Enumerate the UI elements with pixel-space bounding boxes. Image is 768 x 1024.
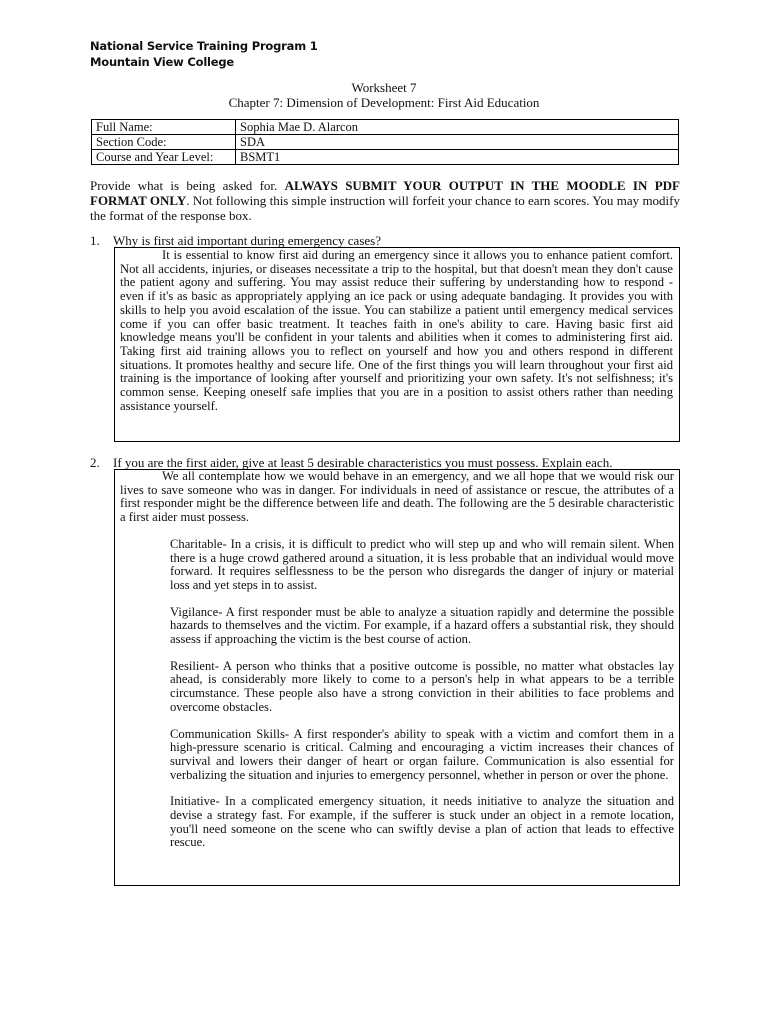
question-text: Why is first aid important during emergency cases? [113, 233, 381, 248]
instructions-rest: . Not following this simple instruction will forfeit your chance to earn scores. You may modify the format of the response box. [90, 193, 681, 223]
program-name: National Service Training Program 1 [90, 39, 318, 53]
course-year-label: Course and Year Level: [92, 150, 236, 165]
characteristic-charitable: Charitable- In a crisis, it is difficult to predict who will step up and who will remain silent. When there is a huge crowd gathered around a situation, it is less probable that an individual would move forward. It requires selflessness to be the person who disregards the danger of injury or material loss and yet steps in to assist. [170, 536, 674, 592]
question-text: If you are the first aider, give at least 5 desirable characteristics you must possess. Explain each. [113, 455, 613, 470]
instructions-lead: Provide what is being asked for. [90, 178, 285, 193]
document-header [90, 38, 318, 70]
answer-box-1 [114, 247, 680, 442]
question-2 [90, 455, 612, 470]
question-1 [90, 233, 381, 248]
student-info-table [91, 119, 679, 165]
table-row [92, 150, 679, 165]
characteristic-initiative: Initiative- In a complicated emergency situation, it needs initiative to analyze the situation and devise a strategy fast. For example, if the sufferer is stuck under an object in a remote location, you'll need someone on the scene who can swiftly devise a plan of action that leads to effective rescue. [170, 794, 674, 850]
section-code-value: SDA [236, 135, 679, 150]
section-code-label: Section Code: [92, 135, 236, 150]
school-name: Mountain View College [90, 55, 235, 69]
worksheet-title: Worksheet 7 [351, 80, 417, 95]
instructions [90, 178, 680, 223]
course-year-value: BSMT1 [236, 150, 679, 165]
full-name-value: Sophia Mae D. Alarcon [236, 120, 679, 135]
answer-intro: We all contemplate how we would behave in an emergency, and we all hope that we would risk our lives to save someone who was in danger. For individuals in need of assistance or rescue, the attributes of a first responder might be the difference between life and death. The following are the 5 desirable characteristic a first aider must possess. [120, 469, 674, 525]
answer-box-2 [114, 469, 680, 886]
question-number: 2. [90, 455, 100, 470]
characteristic-communication: Communication Skills- A first responder's ability to speak with a victim and comfort them in a high-pressure scenario is critical. Calming and encouraging a victim increases their chances of survival and lowers their danger of heart or organ failure. Communication is also essential for verbalizing the situation and injuries to emergency personnel, whether in person or over the phone. [170, 726, 674, 782]
instructions-emphasis: ALWAYS SUBMIT YOUR OUTPUT IN THE MOODLE IN PDF FORMAT ONLY [90, 178, 680, 208]
table-row [92, 120, 679, 135]
question-number: 1. [90, 233, 100, 248]
chapter-title: Chapter 7: Dimension of Development: First Aid Education [228, 95, 540, 110]
answer-text: It is essential to know first aid during an emergency since it allows you to enhance patient comfort. Not all accidents, injuries, or diseases necessitate a trip to the hospital, but that doesn't mean they don't cause the patient agony and suffering. You may assist reduce their suffering by understanding how to respond - even if it's as basic as appropriately applying an ice pack or using adequate bandaging. It provides you with skills to help you avoid escalation of the issue. You can stabilize a patient until emergency medical services come if you can offer basic treatment. It teaches faith in one's ability to care. Having basic first aid knowledge means you'll be confident in your talents and abilities when it comes to administering first aid. Taking first aid training allows you to reflect on yourself and how you and others respond in different situations. It promotes healthy and secure life. One of the first things you will learn throughout your first aid training is the importance of looking after yourself and prioritizing your own safety. It's not selfishness; it's common sense. Keeping oneself safe implies that you are in a position to assist others rather than needing assistance yourself. [120, 248, 673, 413]
table-row [92, 135, 679, 150]
characteristic-resilient: Resilient- A person who thinks that a positive outcome is possible, no matter what obstacles lay ahead, is considerably more likely to come to a person's help in what appears to be a terrible circumstance. These people also have a strong conviction in their abilities to face problems and overcome obstacles. [170, 658, 674, 714]
full-name-label: Full Name: [92, 120, 236, 135]
characteristic-vigilance: Vigilance- A first responder must be able to analyze a situation rapidly and determine the possible hazards to themselves and the victim. For example, if a hazard offers a substantial risk, they should assess if approaching the victim is the best course of action. [170, 604, 674, 647]
worksheet-titles [0, 80, 768, 110]
